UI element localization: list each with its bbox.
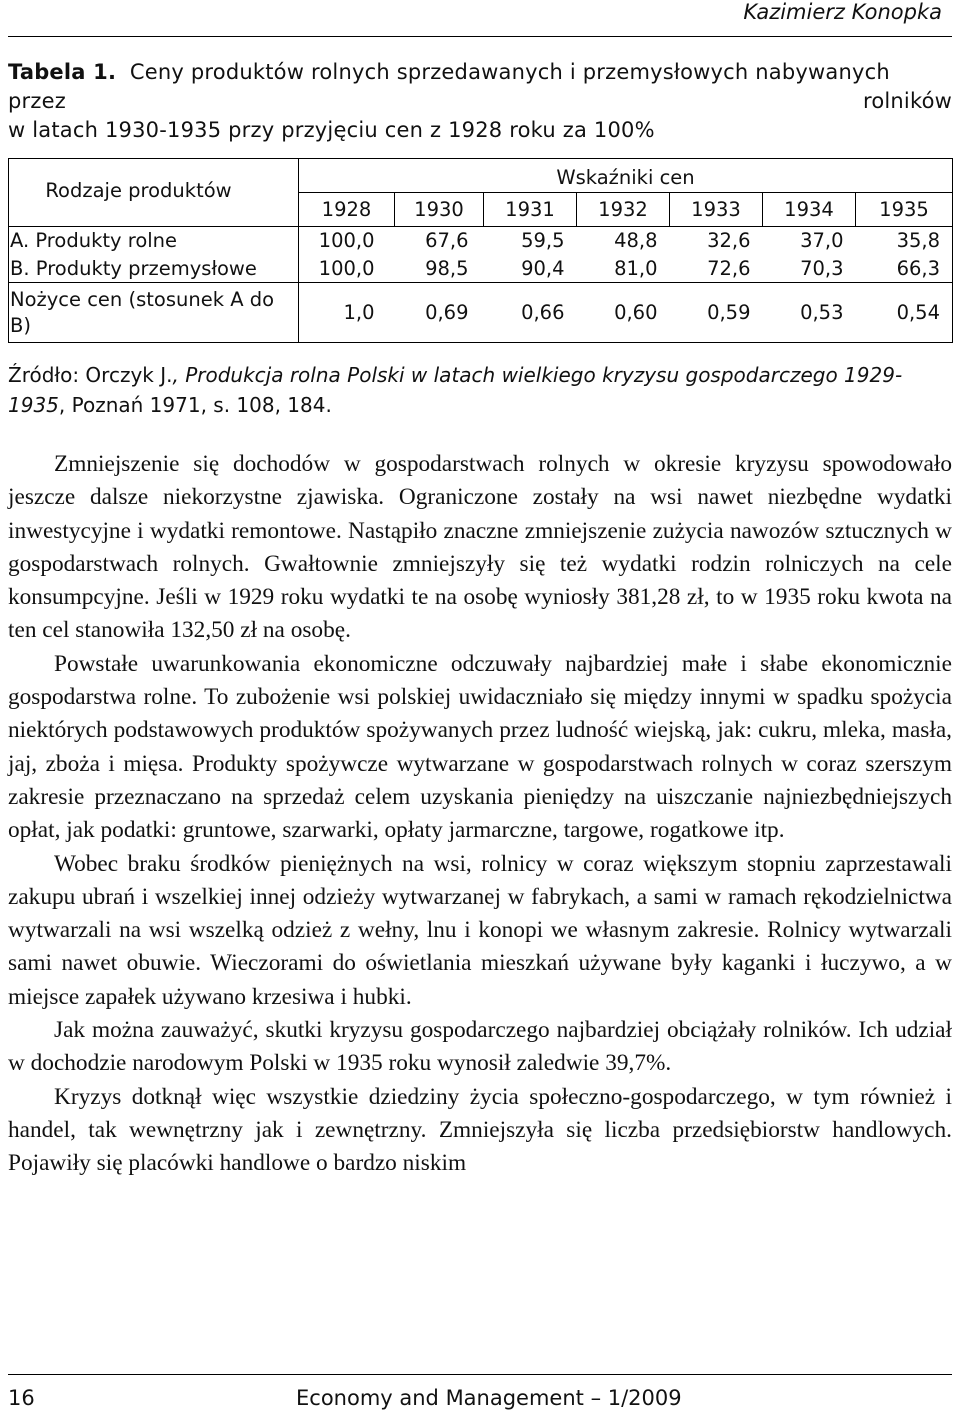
- caption-line-2: [8, 87, 952, 116]
- footer-rule: [8, 1374, 952, 1375]
- row-header-cell: Rodzaje produktów: [9, 159, 299, 227]
- paragraph: Powstałe uwarunkowania ekonomiczne odczuwały najbardziej małe i słabe ekonomicznie gospodarstwa rolne. To zubożenie wsi polskiej uwidaczniało się między innymi w spadku spożycia niektórych podstawowych produktów spożywanych przez ludność wiejską, jak: cukru, mleka, masła, jaj, zboża i mięsa. Produkty spożywcze wytwarzane w gospodarstwach rolnych w coraz szerszym zakresie przeznaczano na sprzedaż celem uzyskania pieniędzy na uiszczanie najniezbędniejszych opłat, jak podatki: gruntowe, szarwarki, opłaty jarmarczne, targowe, rogatkowe itp.: [8, 650, 952, 844]
- paragraph: Jak można zauważyć, skutki kryzysu gospodarczego najbardziej obciążały rolników. Ich udział w dochodzie narodowym Polski w 1935 roku wynosił zaledwie 39,7%.: [8, 1017, 952, 1077]
- year-header: 1928: [299, 193, 395, 227]
- journal-footer: Economy and Management – 1/2009: [296, 1386, 682, 1410]
- table-cell: 37,0: [763, 227, 856, 255]
- caption-label: Tabela 1.: [8, 60, 117, 84]
- table-cell: 0,66: [484, 283, 577, 343]
- table-source: [8, 360, 952, 420]
- year-header: 1933: [670, 193, 763, 227]
- source-suffix: , Poznań 1971, s. 108, 184.: [58, 393, 332, 417]
- caption-text-2-right: rolników: [862, 89, 952, 113]
- caption-line-3: w latach 1930-1935 przy przyjęciu cen z 1928 roku za 100%: [8, 118, 655, 142]
- price-index-table: [8, 158, 953, 343]
- table-cell: 81,0: [577, 255, 670, 283]
- table-cell: 100,0: [299, 255, 395, 283]
- paragraph: Zmniejszenie się dochodów w gospodarstwach rolnych w okresie kryzysu spowodowało jeszcze dalsze niekorzystne zjawiska. Ograniczone zostały na wsi nawet niezbędne wydatki inwestycyjne i wydatki remontowe. Nastąpiło znaczne zmniejszenie zużycia nawozów sztucznych w gospodarstwach rolnych. Gwałtownie zmniejszyły się też wydatki rodzin rolniczych na cele konsumpcyjne. Jeśli w 1929 roku wydatki te na osobę wyniosły 381,28 zł, to w 1935 roku kwota na ten cel stanowiła 132,50 zł na osobę.: [8, 451, 952, 644]
- page-number: 16: [8, 1386, 35, 1410]
- table-cell: 72,6: [670, 255, 763, 283]
- source-prefix: Źródło: Orczyk J.: [8, 363, 173, 387]
- table-cell: 70,3: [763, 255, 856, 283]
- header-rule: [8, 36, 952, 37]
- table-cell: 59,5: [484, 227, 577, 255]
- table-cell: 0,60: [577, 283, 670, 343]
- source-title: , Produkcja rolna Polski w latach wielkiego kryzysu gospodarczego 1929-1935: [8, 363, 903, 417]
- year-header: 1935: [856, 193, 953, 227]
- year-header: 1932: [577, 193, 670, 227]
- paragraph: Wobec braku środków pieniężnych na wsi, rolnicy w coraz większym stopniu zaprzestawali zakupu ubrań i wszelkiej innej odzieży wytwarzanej w fabrykach, a sami w ramach rękodzielnictwa wytwarzali na wsi wszelką odzież z wełny, lnu i konopi we własnym zakresie. Rolnicy wytwarzali sami nawet obuwie. Wieczorami do oświetlania mieszkań używane były kaganki i łuczywo, a w miejsce zapałek używano krzesiwa i hubki.: [8, 850, 952, 1010]
- row-label: B. Produkty przemysłowe: [9, 255, 299, 283]
- table-row: [9, 283, 953, 343]
- table-cell: 35,8: [856, 227, 953, 255]
- table-cell: 48,8: [577, 227, 670, 255]
- caption-text-1: Ceny produktów rolnych sprzedawanych i przemysłowych nabywanych: [129, 60, 890, 84]
- row-label: A. Produkty rolne: [9, 227, 299, 255]
- table-cell: 0,54: [856, 283, 953, 343]
- table-cell: 90,4: [484, 255, 577, 283]
- table-header-row-1: [9, 159, 953, 193]
- caption-text-2-left: przez: [8, 89, 66, 113]
- body-text: [8, 448, 952, 1181]
- year-header: 1931: [484, 193, 577, 227]
- table-caption: [8, 58, 952, 145]
- group-header-cell: Wskaźniki cen: [299, 159, 953, 193]
- running-header-author: Kazimierz Konopka: [743, 0, 942, 24]
- table-cell: 100,0: [299, 227, 395, 255]
- caption-line-1: [8, 58, 952, 87]
- table-cell: 66,3: [856, 255, 953, 283]
- table-cell: 1,0: [299, 283, 395, 343]
- table-cell: 67,6: [395, 227, 484, 255]
- table-cell: 0,69: [395, 283, 484, 343]
- table-cell: 32,6: [670, 227, 763, 255]
- year-header: 1934: [763, 193, 856, 227]
- table-cell: 0,59: [670, 283, 763, 343]
- table-row: [9, 255, 953, 283]
- table-cell: 0,53: [763, 283, 856, 343]
- row-label: Nożyce cen (stosunek A do B): [9, 283, 299, 343]
- paragraph: Kryzys dotknął więc wszystkie dziedziny życia społeczno-gospodarczego, w tym również i handel, tak wewnętrzny jak i zewnętrzny. Zmniejszyła się liczba przedsiębiorstw handlowych. Pojawiły się placówki handlowe o bardzo niskim: [8, 1083, 952, 1177]
- table-row: [9, 227, 953, 255]
- table-cell: 98,5: [395, 255, 484, 283]
- year-header: 1930: [395, 193, 484, 227]
